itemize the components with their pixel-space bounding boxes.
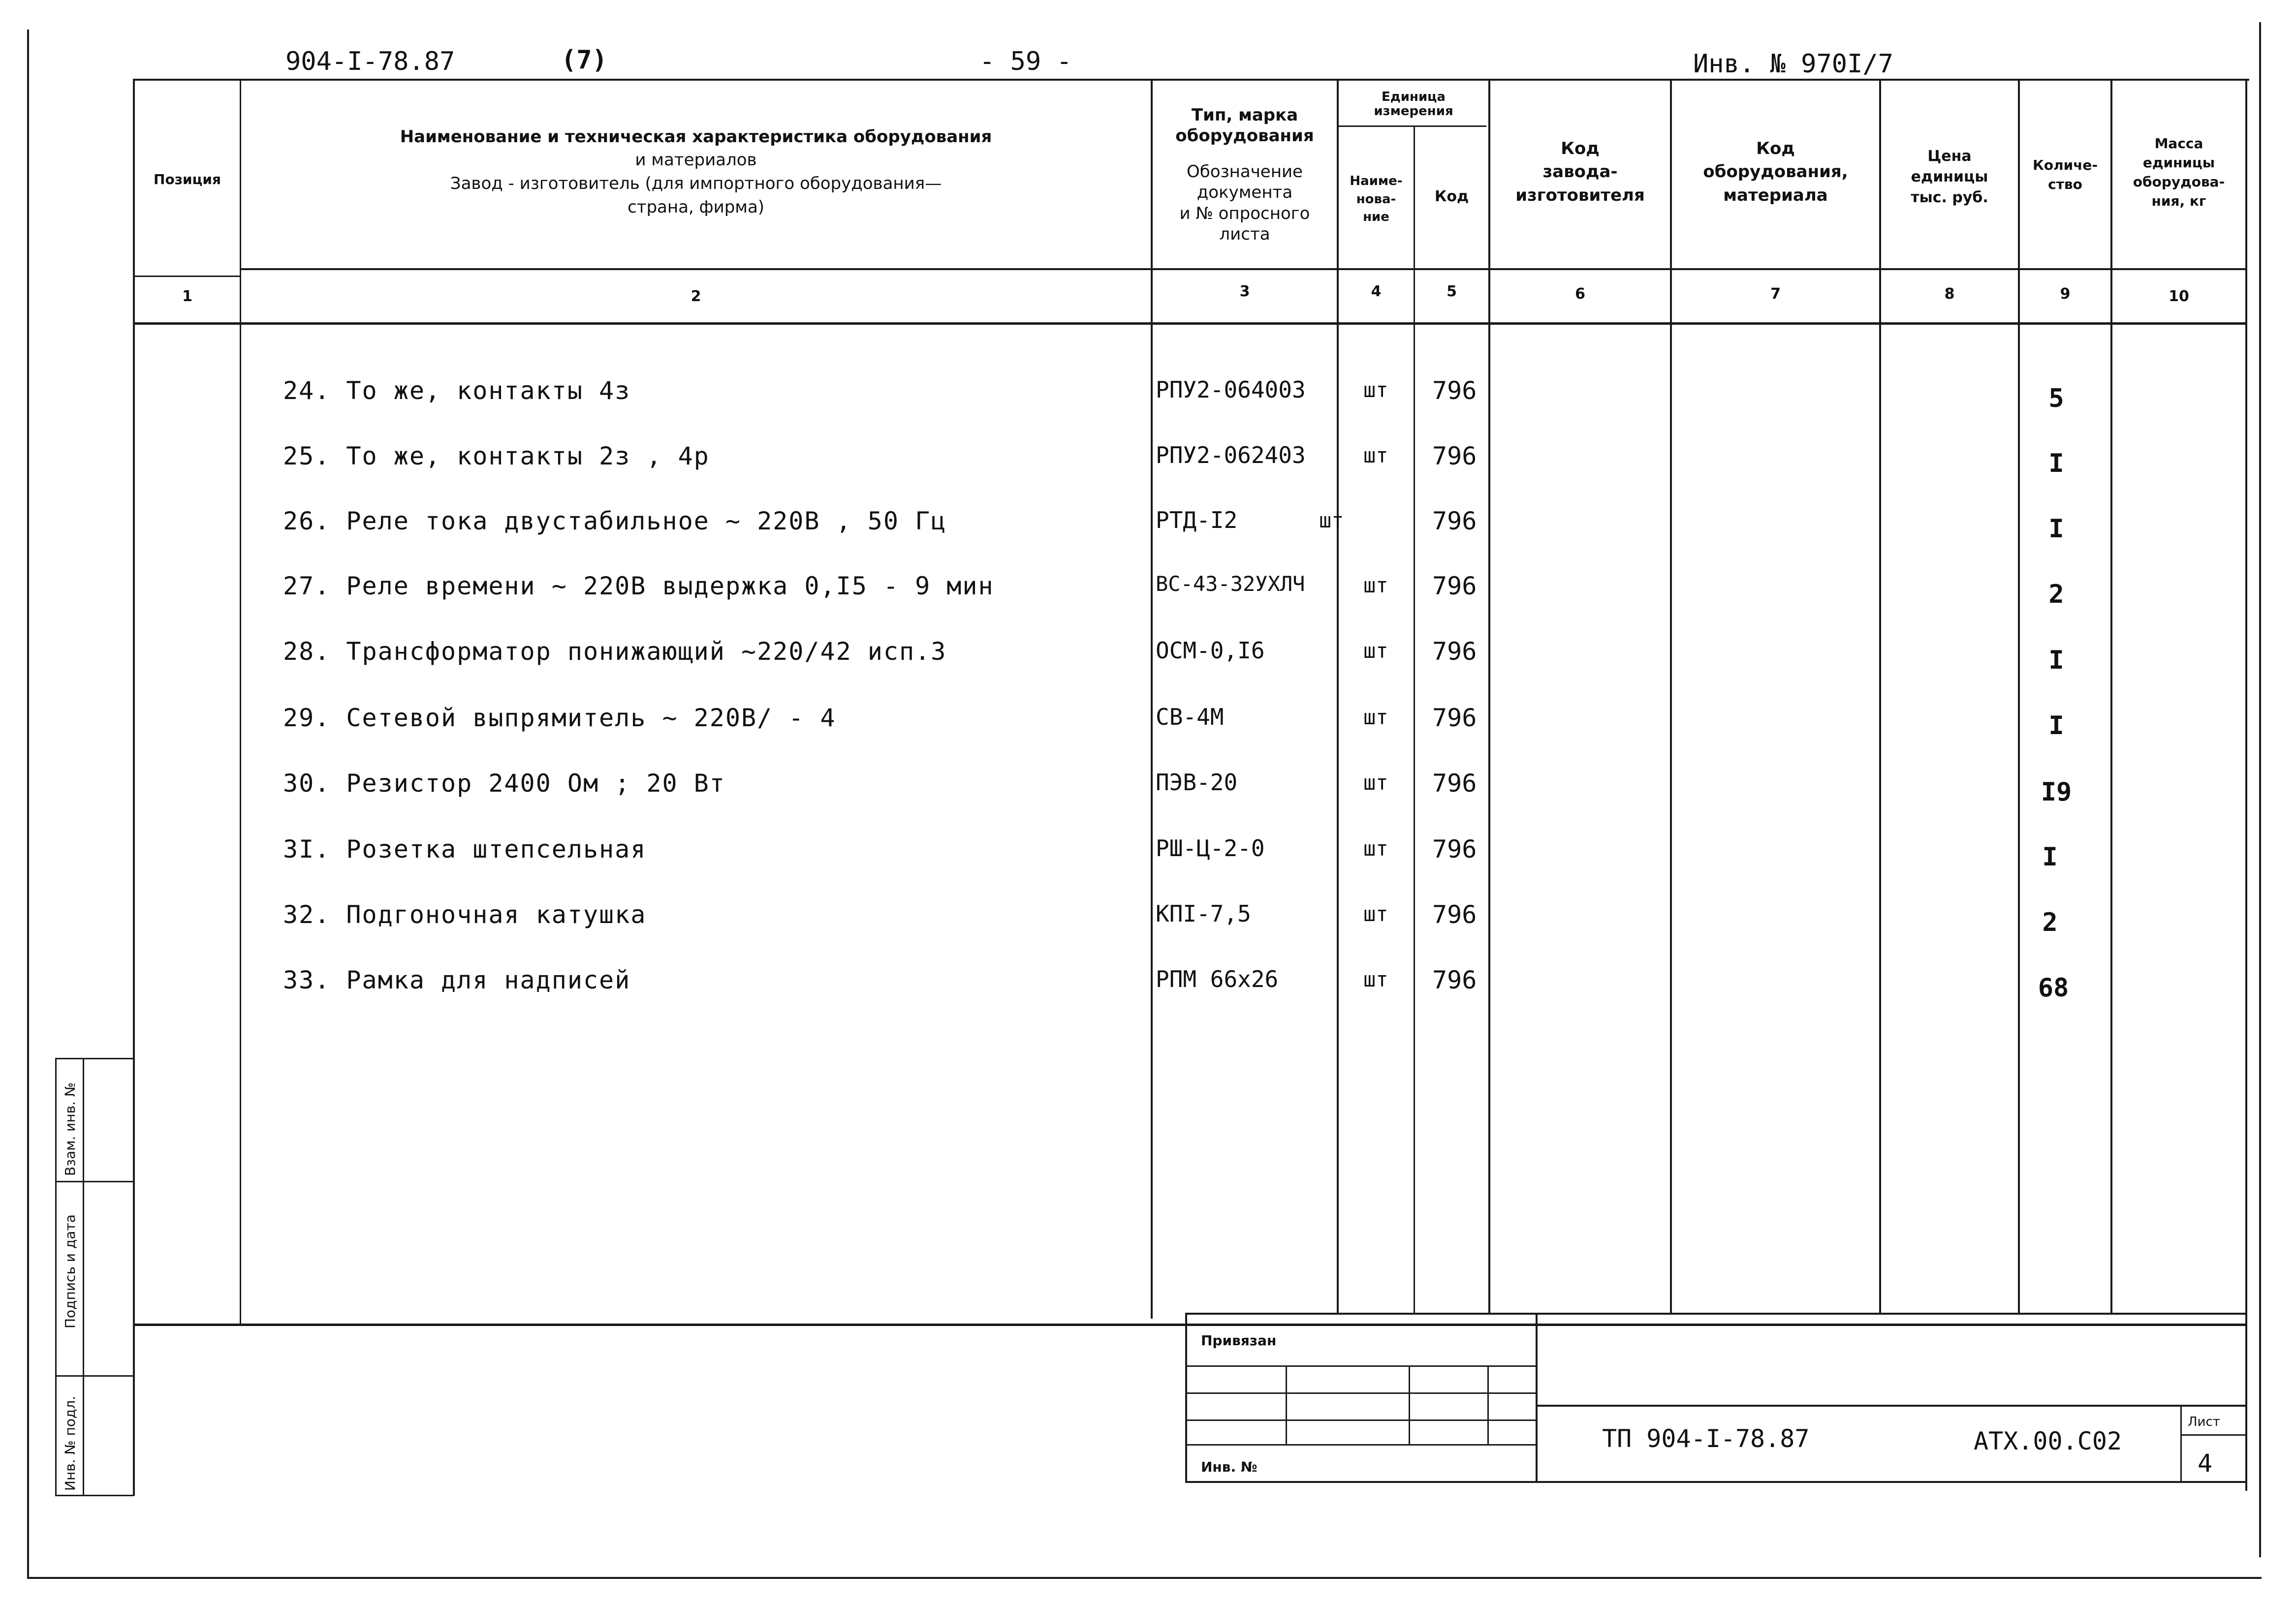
row-unit: шт xyxy=(1363,573,1388,597)
col-number-6: 6 xyxy=(1575,285,1585,303)
col-number-9: 9 xyxy=(2060,285,2071,303)
row-name: 29. Сетевой выпрямитель ~ 220В/ - 4 xyxy=(283,704,836,732)
row-quantity: I xyxy=(2048,646,2064,675)
sheet-number: 4 xyxy=(2198,1449,2213,1478)
col-number-3: 3 xyxy=(1239,283,1250,300)
col-number-10: 10 xyxy=(2169,288,2189,305)
row-type: РПУ2-062403 xyxy=(1156,442,1306,468)
row-unit: шт xyxy=(1363,771,1388,795)
side-stamp-signature-date: Подпись и дата xyxy=(62,1214,78,1328)
row-name: 28. Трансформатор понижающий ~220/42 исп.3 xyxy=(283,637,947,666)
sheet-mark: (7) xyxy=(561,45,607,75)
row-unit: шт xyxy=(1363,378,1388,402)
row-unit: шт xyxy=(1363,902,1388,926)
inventory-number: Инв. № 970I/7 xyxy=(1693,49,1893,79)
row-code: 796 xyxy=(1432,769,1477,798)
row-type: КПI-7,5 xyxy=(1156,900,1251,927)
row-code: 796 xyxy=(1432,900,1477,929)
row-name: 33. Рамка для надписей xyxy=(283,966,631,994)
row-quantity: I xyxy=(2048,514,2064,544)
inventory-number-label: Инв. № xyxy=(1201,1459,1258,1475)
row-code: 796 xyxy=(1432,376,1477,405)
page-number: - 59 - xyxy=(979,47,1072,76)
col-number-4: 4 xyxy=(1371,283,1382,300)
row-type: РТД-I2 xyxy=(1156,507,1238,533)
doc-code-top: 904-I-78.87 xyxy=(285,47,455,76)
col-header-maker-code: Код завода- изготовителя xyxy=(1515,138,1645,205)
row-type: РПУ2-064003 xyxy=(1156,376,1306,403)
row-name: 24. То же, контакты 4з xyxy=(283,376,631,405)
row-code: 796 xyxy=(1432,637,1477,666)
row-unit: шт xyxy=(1363,836,1388,861)
row-name: 26. Реле тока двустабильное ~ 220В , 50 Гц xyxy=(283,507,947,535)
row-name: 32. Подгоночная катушка xyxy=(283,900,647,929)
row-quantity: I xyxy=(2048,711,2064,740)
col-header-quantity: Количе- ство xyxy=(2032,156,2098,192)
col-header-type: Тип, марка оборудования Обозначение документа и № опросного листа xyxy=(1175,105,1314,244)
col-header-unit-code: Код xyxy=(1434,188,1469,205)
row-code: 796 xyxy=(1432,835,1477,864)
col-number-8: 8 xyxy=(1944,285,1955,303)
document-designation: АТХ.00.С02 xyxy=(1974,1427,2122,1455)
col-header-position: Позиция xyxy=(154,171,221,188)
sheet-label: Лист xyxy=(2188,1415,2220,1429)
row-type: РШ-Ц-2-0 xyxy=(1156,835,1265,862)
row-unit: шт xyxy=(1363,967,1388,991)
row-type: ВС-43-32УХЛЧ xyxy=(1156,572,1305,596)
side-stamp-replacement-inv: Взам. инв. № xyxy=(62,1082,78,1176)
col-number-7: 7 xyxy=(1770,285,1781,303)
row-name: 30. Резистор 2400 Ом ; 20 Вт xyxy=(283,769,725,798)
row-code: 796 xyxy=(1432,507,1477,535)
privyazan-label: Привязан xyxy=(1201,1332,1277,1349)
row-code: 796 xyxy=(1432,704,1477,732)
row-name: 27. Реле времени ~ 220В выдержка 0,I5 - 9 мин xyxy=(283,572,994,600)
col-number-2: 2 xyxy=(691,288,701,305)
row-name: 3I. Розетка штепсельная xyxy=(283,835,647,864)
row-type: СВ-4М xyxy=(1156,704,1224,730)
side-stamp-original-inv: Инв. № подл. xyxy=(62,1395,78,1491)
row-code: 796 xyxy=(1432,966,1477,994)
row-quantity: I xyxy=(2042,842,2058,872)
col-header-unit-group: Единица измерения xyxy=(1374,90,1453,119)
col-header-mass: Масса единицы оборудова- ния, кг xyxy=(2133,135,2225,210)
row-unit: шт xyxy=(1363,443,1388,467)
col-header-equipment-code: Код оборудования, материала xyxy=(1703,138,1848,205)
row-code: 796 xyxy=(1432,442,1477,470)
col-number-1: 1 xyxy=(182,288,192,305)
row-type: ОСМ-0,I6 xyxy=(1156,637,1265,664)
row-type: ПЭВ-20 xyxy=(1156,769,1238,796)
row-quantity: 68 xyxy=(2038,973,2069,1003)
row-quantity: 2 xyxy=(2042,908,2058,937)
col-number-5: 5 xyxy=(1447,283,1457,300)
row-type: РПМ 66х26 xyxy=(1156,966,1279,992)
project-code: ТП 904-I-78.87 xyxy=(1602,1424,1810,1453)
row-unit: шт xyxy=(1319,508,1344,532)
row-quantity: 2 xyxy=(2048,580,2064,609)
row-quantity: I9 xyxy=(2041,777,2072,807)
row-quantity: I xyxy=(2048,449,2064,478)
row-code: 796 xyxy=(1432,572,1477,600)
row-unit: шт xyxy=(1363,639,1388,663)
row-unit: шт xyxy=(1363,705,1388,729)
col-header-unit-name: Наиме- нова- ние xyxy=(1350,174,1403,225)
col-header-name: Наименование и техническая характеристика оборудования и материалов Завод - изготовитель (для импортного оборудования— страна, фирма) xyxy=(400,126,992,217)
col-header-price: Цена единицы тыс. руб. xyxy=(1911,148,1988,206)
row-quantity: 5 xyxy=(2048,384,2064,413)
row-name: 25. То же, контакты 2з , 4р xyxy=(283,442,710,470)
